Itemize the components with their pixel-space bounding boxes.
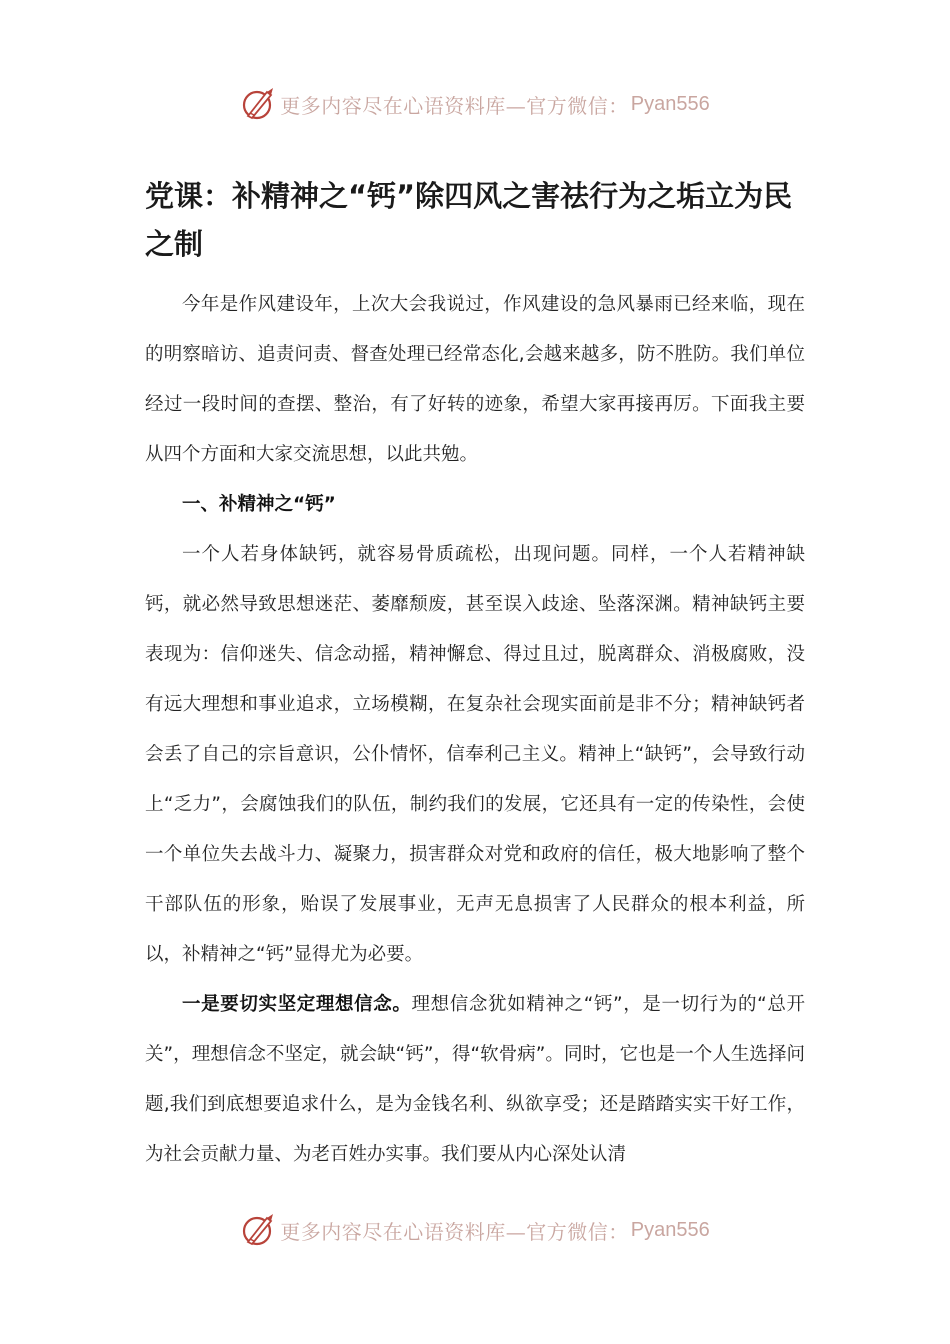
point-1-text: 理想信念犹如精神之“钙”，是一切行为的“总开关”，理想信念不坚定，就会缺“钙”，得“软骨病”。同时，它也是一个人生选择问题,我们到底想要追求什么，是为金钱名利、纵欲享受；还是踏踏实实干好工作，为社会贡献力量、为老百姓办实事。我们要从内心深处认清 <box>145 994 805 1165</box>
section-heading-1: 一、补精神之“钙” <box>182 494 336 515</box>
point-1-paragraph <box>145 980 805 1180</box>
section-1-paragraph: 一个人若身体缺钙，就容易骨质疏松，出现问题。同样，一个人若精神缺钙，就必然导致思想迷茫、萎靡颓废，甚至误入歧途、坠落深渊。精神缺钙主要表现为：信仰迷失、信念动摇，精神懈怠、得过且过，脱离群众、消极腐败，没有远大理想和事业追求，立场模糊，在复杂社会现实面前是非不分；精神缺钙者会丢了自己的宗旨意识，公仆情怀，信奉利己主义。精神上“缺钙”，会导致行动上“乏力”，会腐蚀我们的队伍，制约我们的发展，它还具有一定的传染性，会使一个单位失去战斗力、凝聚力，损害群众对党和政府的信任，极大地影响了整个干部队伍的形象，贻误了发展事业，无声无息损害了人民群众的根本利益，所以，补精神之“钙”显得尤为必要。 <box>145 544 805 965</box>
watermark-text: 更多内容尽在心语资料库—官方微信： <box>280 93 629 118</box>
watermark-wechat-id: Pyan556 <box>630 1218 710 1241</box>
point-1-lead: 一是要切实坚定理想信念。 <box>182 994 412 1015</box>
quill-pen-logo-icon <box>240 1212 276 1248</box>
header-watermark-banner <box>0 84 950 124</box>
watermark-wechat-id: Pyan556 <box>630 92 710 115</box>
watermark-text: 更多内容尽在心语资料库—官方微信： <box>280 1219 629 1244</box>
document-title: 党课：补精神之“钙”除四风之害祛行为之垢立为民之制 <box>145 179 793 261</box>
quill-pen-logo-icon <box>240 86 276 122</box>
footer-watermark-banner <box>0 1210 950 1250</box>
document-body <box>145 280 805 1180</box>
intro-paragraph: 今年是作风建设年，上次大会我说过，作风建设的急风暴雨已经来临，现在的明察暗访、追责问责、督查处理已经常态化,会越来越多，防不胜防。我们单位经过一段时间的查摆、整治，有了好转的迹象，希望大家再接再厉。下面我主要从四个方面和大家交流思想，以此共勉。 <box>145 294 805 465</box>
